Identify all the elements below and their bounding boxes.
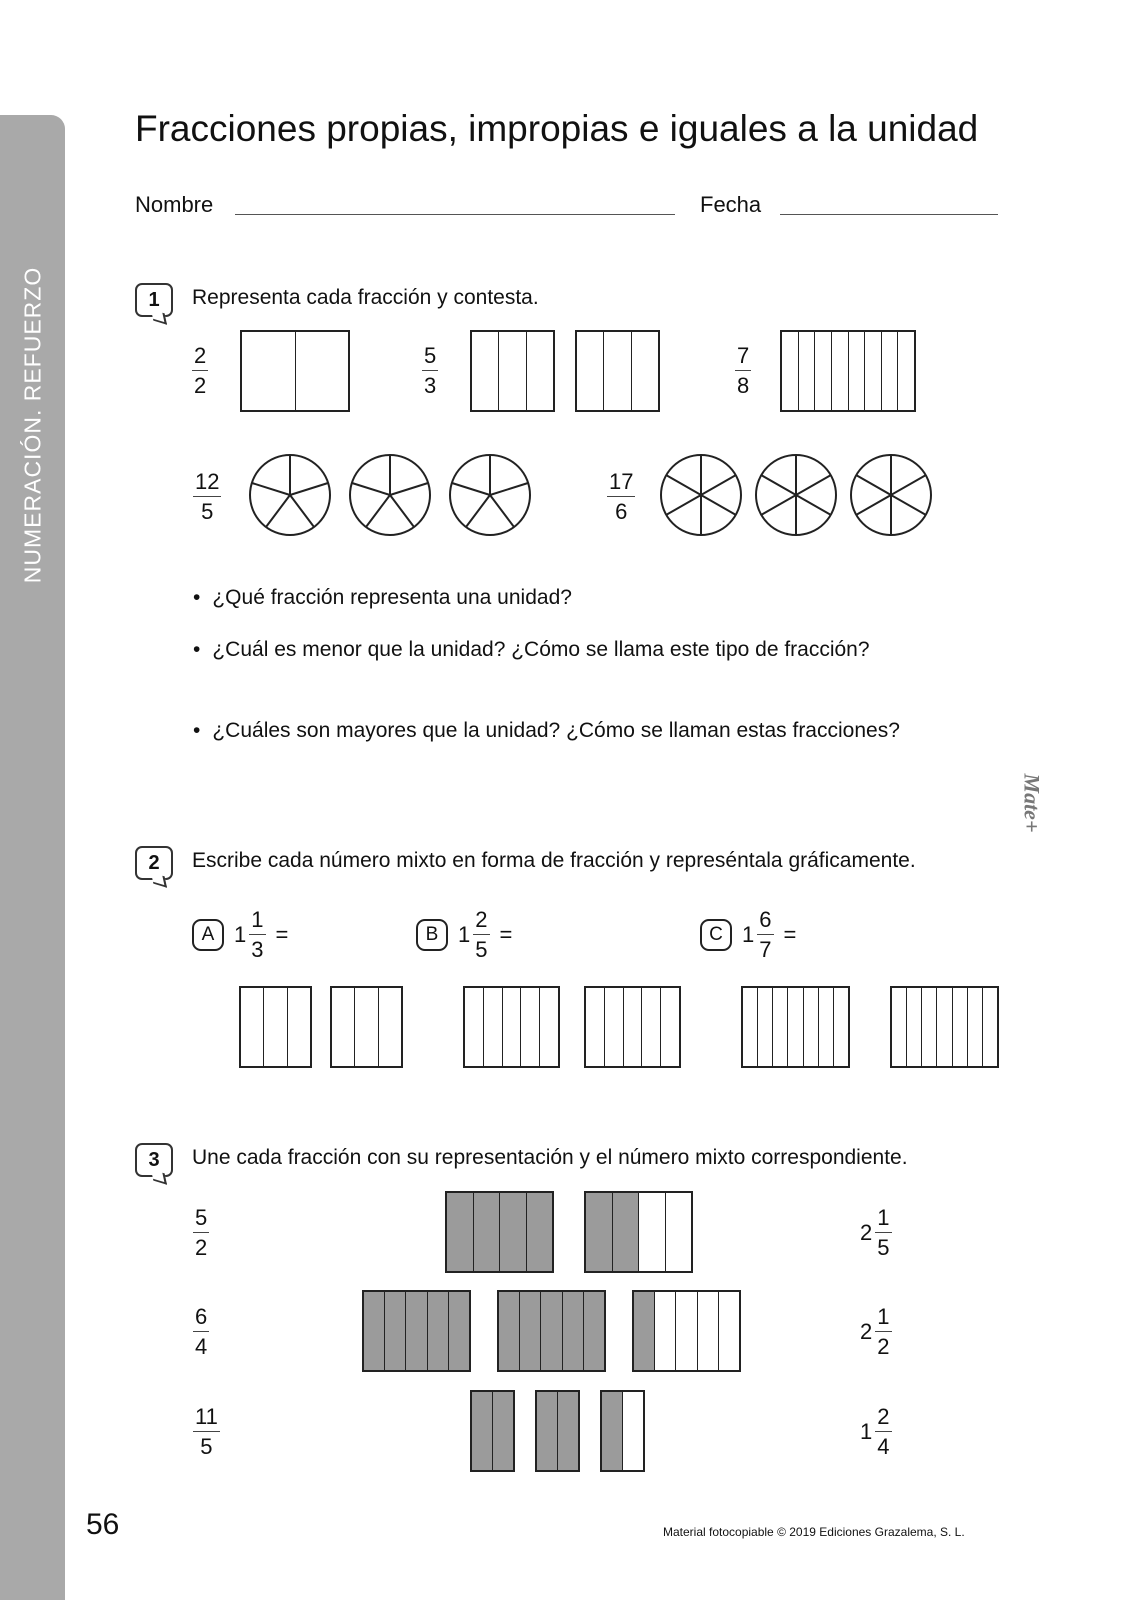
ex1-question-2: • ¿Cuál es menor que la unidad? ¿Cómo se llama este tipo de fracción?: [193, 638, 870, 662]
ex3-rect-halves-full-1[interactable]: [470, 1390, 515, 1472]
exercise-3-instruction: Une cada fracción con su representación y el número mixto correspondiente.: [192, 1146, 908, 1169]
ex1-fraction-2-2: 2 2: [194, 343, 207, 399]
page-title: Fracciones propias, impropias e iguales a la unidad: [135, 108, 979, 149]
ex3-mixed-2-1-5: 2 $\frac{1}{5}$: [860, 1205, 890, 1261]
ex2-equals-a: =: [275, 921, 289, 947]
ex3-rect-fourths-half[interactable]: [584, 1191, 693, 1273]
ex1-fraction-17-6: 17 6: [609, 469, 634, 525]
sidebar-label: NUMERACIÓN. REFUERZO: [19, 266, 46, 584]
ex2-rect-b2[interactable]: [584, 986, 681, 1068]
ex1-rect-thirds-1[interactable]: [470, 330, 555, 412]
sidebar: [0, 115, 65, 1600]
exercise-3-number: 3: [135, 1143, 173, 1177]
ex3-mixed-1-2-4: 1 $\frac{2}{4}$: [860, 1404, 890, 1460]
exercise-2-number: 2: [135, 846, 173, 880]
ex1-fraction-5-3: 5 3: [424, 343, 437, 399]
ex2-mixed-b: 1 $\frac{2}{5}$: [458, 907, 488, 963]
ex1-circles-fifths: [246, 451, 536, 539]
ex2-letter-c: C: [700, 919, 732, 951]
ex2-rect-b1[interactable]: [463, 986, 560, 1068]
ex2-rect-a2[interactable]: [330, 986, 403, 1068]
ex2-letter-a: A: [192, 919, 224, 951]
ex1-circles-sixths: [659, 451, 939, 539]
ex3-rect-halves-full-2[interactable]: [535, 1390, 580, 1472]
ex1-fraction-12-5: 12 5: [195, 469, 220, 525]
ex2-equals-c: =: [783, 921, 797, 947]
ex3-rect-fifths-full-1[interactable]: [362, 1290, 471, 1372]
ex3-rect-halves-one[interactable]: [600, 1390, 645, 1472]
ex2-letter-b: B: [416, 919, 448, 951]
name-field[interactable]: [235, 214, 675, 215]
ex3-rect-fourths-full[interactable]: [445, 1191, 554, 1273]
ex1-rect-thirds-2[interactable]: [575, 330, 660, 412]
ex2-mixed-c: 1 $\frac{6}{7}$: [742, 907, 772, 963]
ex1-rect-halves[interactable]: [240, 330, 350, 412]
ex2-rect-c1[interactable]: [741, 986, 850, 1068]
name-label: Nombre: [135, 192, 214, 217]
ex3-fraction-5-2: 5 2: [195, 1205, 208, 1261]
date-label: Fecha: [700, 192, 762, 217]
ex1-question-1: • ¿Qué fracción representa una unidad?: [193, 586, 572, 610]
exercise-1-number: 1: [135, 283, 173, 317]
ex2-rect-a1[interactable]: [239, 986, 312, 1068]
page-number: 56: [86, 1508, 120, 1541]
ex1-question-3: • ¿Cuáles son mayores que la unidad? ¿Cómo se llaman estas fracciones?: [193, 719, 900, 743]
copyright-notice: Material fotocopiable © 2019 Ediciones Grazalema, S. L.: [663, 1525, 965, 1539]
exercise-1-instruction: Representa cada fracción y contesta.: [192, 286, 539, 309]
ex2-rect-c2[interactable]: [890, 986, 999, 1068]
ex3-rect-fifths-one[interactable]: [632, 1290, 741, 1372]
ex1-rect-eighths[interactable]: [780, 330, 916, 412]
mate-logo: Mate+: [1019, 773, 1045, 833]
ex2-item-c: [700, 908, 796, 961]
ex2-equals-b: =: [499, 921, 513, 947]
ex1-fraction-7-8: 7 8: [737, 343, 750, 399]
ex2-mixed-a: 1 $\frac{1}{3}$: [234, 907, 264, 963]
ex3-rect-fifths-full-2[interactable]: [497, 1290, 606, 1372]
exercise-2-instruction: Escribe cada número mixto en forma de fracción y represéntala gráficamente.: [192, 849, 916, 872]
ex3-fraction-6-4: 6 4: [195, 1304, 208, 1360]
date-field[interactable]: [780, 214, 998, 215]
ex2-item-b: [416, 908, 512, 961]
ex3-mixed-2-1-2: 2 $\frac{1}{2}$: [860, 1304, 890, 1360]
ex3-fraction-11-5: 11 5: [195, 1404, 218, 1460]
ex2-item-a: [192, 908, 288, 961]
